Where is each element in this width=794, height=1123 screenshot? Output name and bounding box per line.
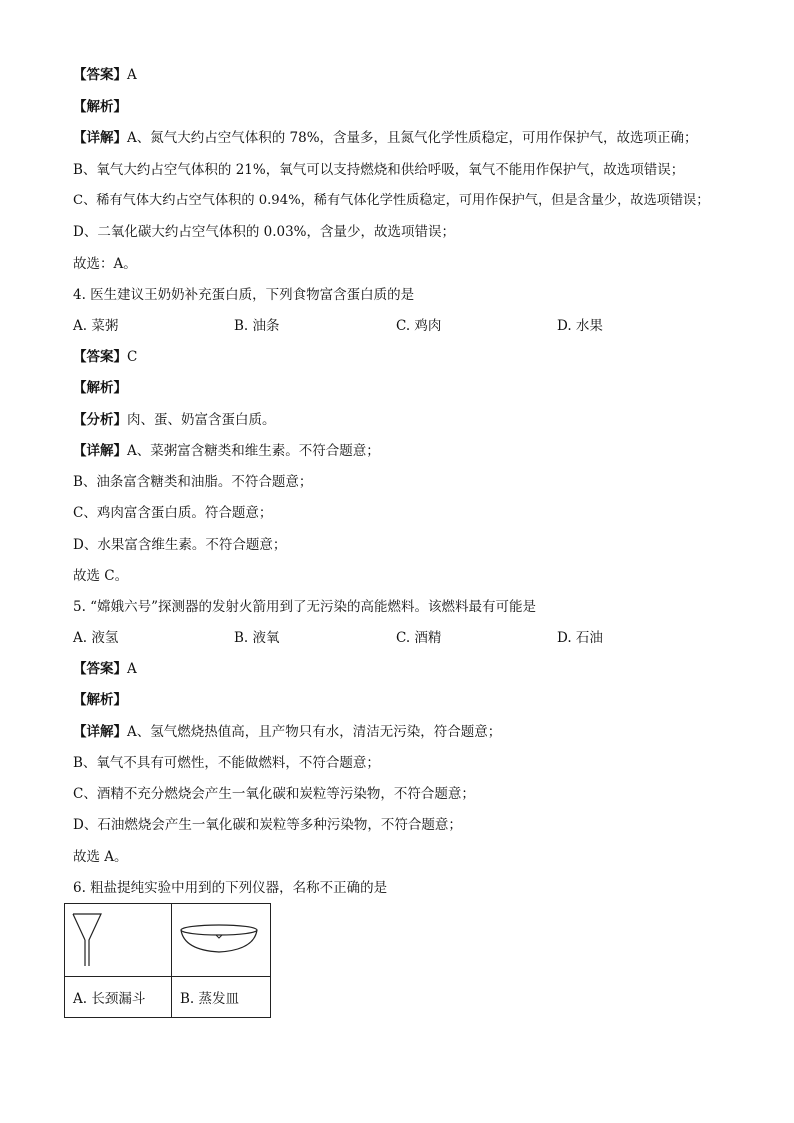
q5-analysis-tag: 【解析】 bbox=[73, 692, 127, 708]
q4-analysis-tag: 【解析】 bbox=[73, 380, 127, 396]
evaporating-dish-icon bbox=[172, 904, 270, 976]
instrument-label-a: A. 长颈漏斗 bbox=[65, 977, 172, 1018]
q3-analysis-tag: 【解析】 bbox=[73, 99, 127, 115]
answer-value: C bbox=[127, 349, 138, 365]
analysis-pre-text: 肉、蛋、奶富含蛋白质。 bbox=[127, 412, 276, 428]
q3-conclusion: 故选：A。 bbox=[73, 256, 137, 272]
q5-option-d: D. 石油 bbox=[557, 630, 603, 646]
q6-stem: 6. 粗盐提纯实验中用到的下列仪器，名称不正确的是 bbox=[73, 880, 388, 896]
detail-text: A、氮气大约占空气体积的 78%，含量多，且氮气化学性质稳定，可用作保护气，故选项正确； bbox=[127, 130, 698, 146]
q4-stem: 4. 医生建议王奶奶补充蛋白质，下列食物富含蛋白质的是 bbox=[73, 287, 415, 303]
q5-option-b: B. 液氧 bbox=[234, 630, 280, 646]
q5-conclusion: 故选 A。 bbox=[73, 849, 128, 865]
detail-text: A、氢气燃烧热值高，且产物只有水，清洁无污染，符合题意； bbox=[127, 724, 502, 740]
detail-tag: 【详解】 bbox=[73, 724, 127, 740]
q4-option-d: D. 水果 bbox=[557, 318, 603, 334]
q4-analysis-pre bbox=[73, 410, 276, 430]
analysis-pre-tag: 【分析】 bbox=[73, 412, 127, 428]
q5-detail-b: B、氧气不具有可燃性，不能做燃料，不符合题意； bbox=[73, 755, 380, 771]
instrument-label-b: B. 蒸发皿 bbox=[172, 977, 271, 1018]
q5-detail-d: D、石油燃烧会产生一氧化碳和炭粒等多种污染物，不符合题意； bbox=[73, 817, 462, 833]
answer-value: A bbox=[127, 661, 137, 677]
q3-answer bbox=[73, 65, 137, 85]
answer-tag: 【答案】 bbox=[73, 349, 127, 365]
q3-detail-b: B、氧气大约占空气体积的 21%，氧气可以支持燃烧和供给呼吸，氧气不能用作保护气，故选项错误； bbox=[73, 162, 685, 178]
q4-detail-a bbox=[73, 441, 380, 461]
q4-option-b: B. 油条 bbox=[234, 318, 280, 334]
q5-detail-a bbox=[73, 722, 501, 742]
answer-tag: 【答案】 bbox=[73, 67, 127, 83]
answer-value: A bbox=[127, 67, 137, 83]
q3-detail-d: D、二氧化碳大约占空气体积的 0.03%，含量少，故选项错误； bbox=[73, 224, 456, 240]
answer-tag: 【答案】 bbox=[73, 661, 127, 677]
q4-answer bbox=[73, 347, 137, 367]
q3-detail-a bbox=[73, 128, 698, 148]
q4-option-c: C. 鸡肉 bbox=[396, 318, 442, 334]
instrument-image-cell bbox=[65, 904, 172, 977]
q4-detail-b: B、油条富含糖类和油脂。不符合题意； bbox=[73, 474, 313, 490]
q4-detail-d: D、水果富含维生素。不符合题意； bbox=[73, 537, 287, 553]
q5-stem: 5. “嫦娥六号”探测器的发射火箭用到了无污染的高能燃料。该燃料最有可能是 bbox=[73, 599, 536, 615]
q3-detail-c: C、稀有气体大约占空气体积的 0.94%，稀有气体化学性质稳定，可用作保护气，但是含量少，故选项错误； bbox=[73, 193, 710, 208]
q5-answer bbox=[73, 659, 137, 679]
instrument-table bbox=[64, 903, 271, 1018]
q4-detail-c: C、鸡肉富含蛋白质。符合题意； bbox=[73, 505, 273, 521]
instrument-image-cell bbox=[172, 904, 271, 977]
detail-tag: 【详解】 bbox=[73, 130, 127, 146]
detail-tag: 【详解】 bbox=[73, 443, 127, 459]
funnel-icon bbox=[65, 904, 171, 976]
q4-conclusion: 故选 C。 bbox=[73, 568, 129, 584]
detail-text: A、菜粥富含糖类和维生素。不符合题意； bbox=[127, 443, 380, 459]
q5-option-a: A. 液氢 bbox=[73, 630, 119, 646]
q5-option-c: C. 酒精 bbox=[396, 630, 442, 646]
q4-option-a: A. 菜粥 bbox=[73, 318, 119, 334]
q5-detail-c: C、酒精不充分燃烧会产生一氧化碳和炭粒等污染物，不符合题意； bbox=[73, 786, 475, 802]
